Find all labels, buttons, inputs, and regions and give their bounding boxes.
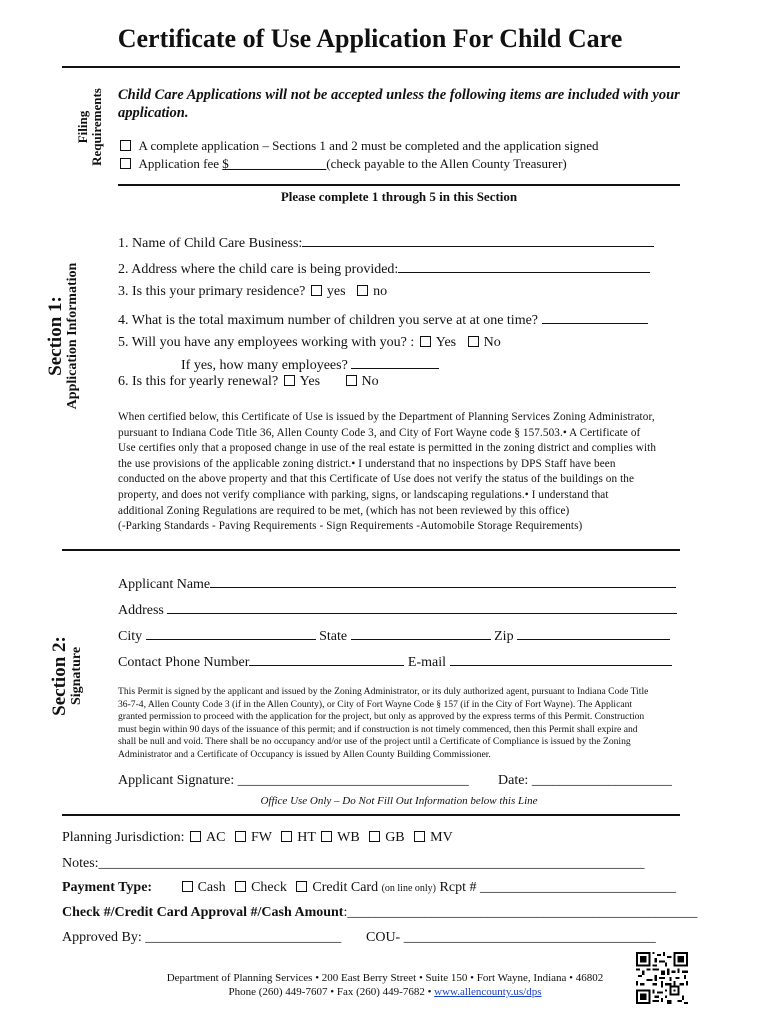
checkbox-wb[interactable]	[321, 831, 332, 842]
approval-field[interactable]: :__________________________________________________	[343, 905, 698, 920]
applicant-signature[interactable]: Applicant Signature: _________________________________	[118, 773, 469, 788]
email-field[interactable]	[450, 651, 672, 666]
zip-field[interactable]	[517, 625, 670, 640]
certificate-statement: When certified below, this Certificate of Use is issued by the Department of Planning Services Zoning Administrator, pursuant to Indiana Code Title 36, Allen County Code 3, and City of Fort Wayne code § 157.503.• A Certificate of Use certifies only that a proposed change in use of the real estate is permitted in the zoning district and complies with the use provisions of the applicable zoning district.• I understand that no inspections by DPS Staff have been conducted on the above property and that this Certificate of Use does not verify the status of the buildings on the property, and does not verify compliance with parking, signs, or landscaping regulations.• I understand that additional Zoning Regulations are required to be met, (which has not been reviewed by this office) (-Parking Standards - Paving Requirements - Sign Requirements -Automobile Storage Requirements)	[118, 411, 657, 533]
q5-employees: 5. Will you have any employees working with you? : Yes No	[118, 335, 501, 350]
checkbox-cash[interactable]	[182, 881, 193, 892]
footer-address: Department of Planning Services • 200 East Berry Street • Suite 150 • Fort Wayne, Indiana • 46802	[166, 972, 604, 984]
notes-field[interactable]: Notes:______________________________________________________________________________	[62, 856, 645, 871]
checkbox-credit-card[interactable]	[296, 881, 307, 892]
q5b-employee-count: If yes, how many employees?	[181, 354, 439, 374]
section1-side-label: Section 1: Application Information	[45, 262, 80, 410]
title-divider	[62, 66, 680, 68]
q2-address: 2. Address where the child care is being provided:	[118, 258, 650, 278]
q6-yearly-renewal: 6. Is this for yearly renewal? Yes No	[118, 374, 379, 389]
city-field[interactable]	[146, 625, 316, 640]
checkbox-no[interactable]	[346, 375, 357, 386]
q4-max-children: 4. What is the total maximum number of children you serve at at one time?	[118, 309, 648, 329]
checkbox-mv[interactable]	[414, 831, 425, 842]
checkbox[interactable]	[120, 140, 131, 151]
filing-side-label: Filing Requirements	[75, 88, 104, 166]
filing-divider	[118, 184, 680, 186]
checkbox-ac[interactable]	[190, 831, 201, 842]
applicant-name-field[interactable]	[210, 573, 676, 588]
phone-field[interactable]	[249, 651, 404, 666]
receipt-field[interactable]: Rcpt # ____________________________	[439, 880, 676, 895]
page-title: Certificate of Use Application For Child Care	[117, 24, 623, 53]
permit-statement: This Permit is signed by the applicant and issued by the Zoning Administrator, or its duly authorized agent, pursuant to Indiana Code Title 36-7-4, Allen County Code 3 (if in the Allen County), or City of Fort Wayne Code § 157 (if in the City of Fort Wayne). The Applicant granted permission to proceed with the application for the project, but only as approved by the express terms of this Permit. Construction must begin within 90 days of the issuance of this permit; and if construction is not timely commenced, then this Permit shall expire and shall be null and void. There shall be no occupancy and/or use of the project until a Certificate of Compliance is issued by the Zoning Administrator and a Certificate of Occupancy is issued by Allen County Building Commissioner.	[118, 686, 649, 760]
section1-heading: Please complete 1 through 5 in this Section	[280, 189, 518, 204]
checkbox-yes[interactable]	[311, 285, 322, 296]
office-use-note: Office Use Only – Do Not Fill Out Information below this Line	[260, 795, 538, 807]
approved-by-field[interactable]: Approved By: ____________________________	[62, 930, 342, 945]
filing-item-application: A complete application – Sections 1 and 2 must be completed and the application signed	[118, 138, 599, 154]
checkbox-yes[interactable]	[284, 375, 295, 386]
checkbox-yes[interactable]	[420, 336, 431, 347]
cou-field[interactable]: COU- ____________________________________	[366, 930, 656, 945]
q3-primary-residence: 3. Is this your primary residence? yes no	[118, 284, 388, 299]
phone-email-row: Contact Phone Number E-mail	[118, 651, 672, 671]
city-state-zip-row: City State Zip	[118, 625, 670, 645]
footer	[110, 972, 660, 998]
checkbox-gb[interactable]	[369, 831, 380, 842]
filing-item-fee: Application fee $_______________(check payable to the Allen County Treasurer)	[118, 156, 567, 172]
checkbox-ht[interactable]	[281, 831, 292, 842]
applicant-name-row: Applicant Name	[118, 573, 676, 593]
checkbox[interactable]	[120, 158, 131, 169]
section2-divider	[62, 814, 680, 816]
qr-code-icon	[636, 952, 688, 1009]
max-children-field[interactable]	[542, 309, 648, 324]
checkbox-fw[interactable]	[235, 831, 246, 842]
checkbox-check[interactable]	[235, 881, 246, 892]
filing-notice: Child Care Applications will not be accepted unless the following items are included with your application.	[118, 87, 680, 121]
address-field[interactable]	[167, 599, 677, 614]
payment-type-row: Payment Type: Cash Check Credit Card (on line only) Rcpt # ____________________________	[62, 880, 676, 895]
state-field[interactable]	[351, 625, 491, 640]
childcare-address-field[interactable]	[398, 258, 650, 273]
section2-side-label: Section 2: Signature	[49, 636, 84, 716]
section1-divider	[62, 549, 680, 551]
signature-date[interactable]: Date: ____________________	[498, 773, 672, 788]
employee-count-field[interactable]	[351, 354, 439, 369]
q1-business-name: 1. Name of Child Care Business:	[118, 232, 654, 252]
planning-jurisdiction-row: Planning Jurisdiction: AC FW HT WB GB MV	[62, 830, 453, 845]
business-name-field[interactable]	[302, 232, 654, 247]
checkbox-no[interactable]	[357, 285, 368, 296]
website-link[interactable]: www.allencounty.us/dps	[434, 986, 542, 998]
footer-contact: Phone (260) 449-7607 • Fax (260) 449-7682 • www.allencounty.us/dps	[228, 986, 542, 998]
approval-row: Check #/Credit Card Approval #/Cash Amount:__________________________________________________	[62, 905, 698, 920]
address-row: Address	[118, 599, 677, 619]
checkbox-no[interactable]	[468, 336, 479, 347]
